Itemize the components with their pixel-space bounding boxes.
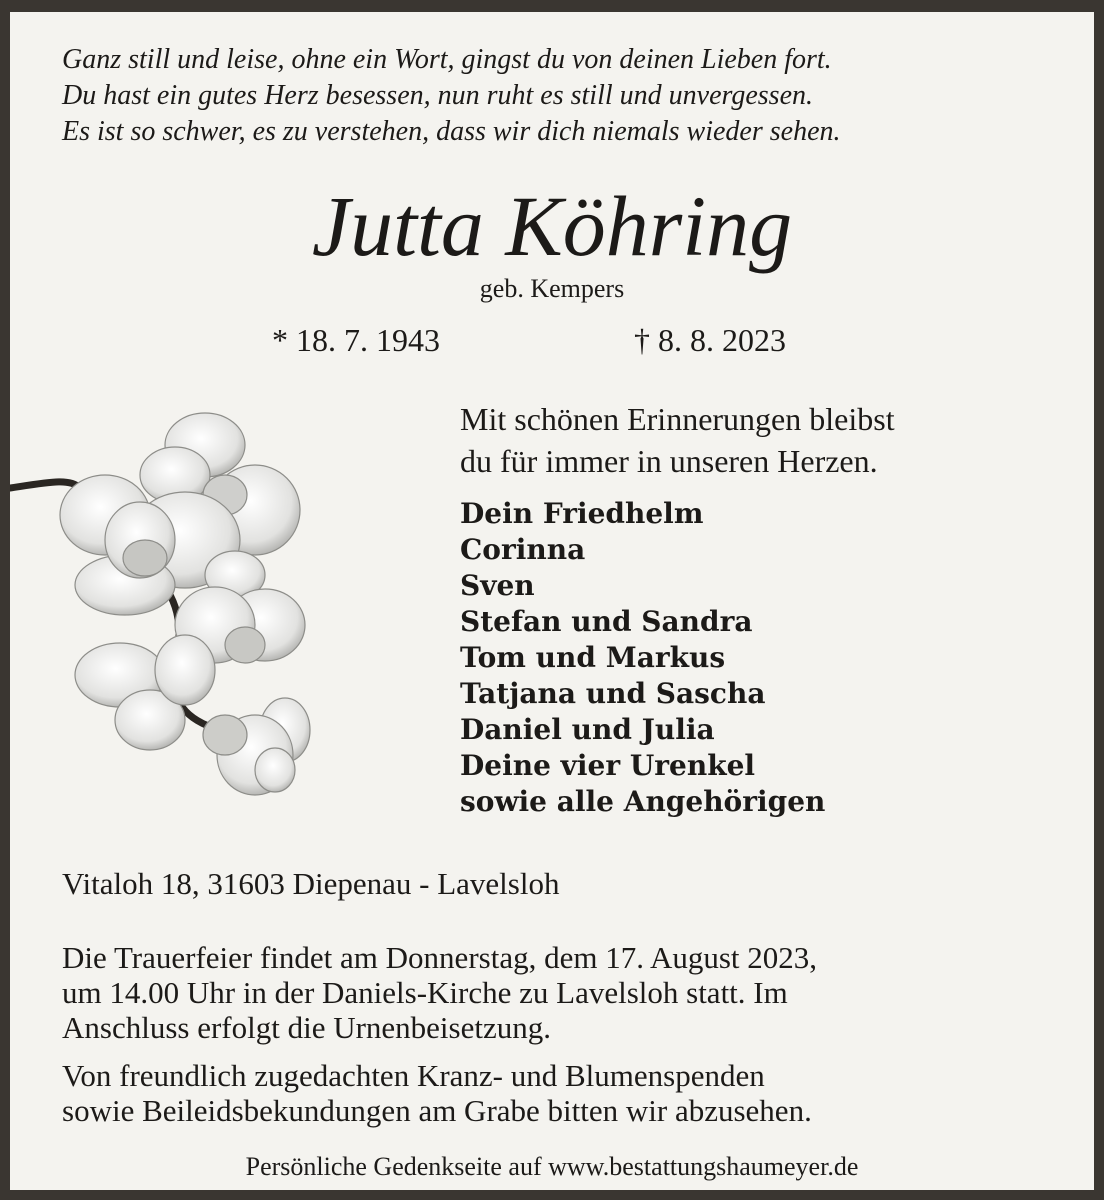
website-link[interactable]: Persönliche Gedenkseite auf www.bestattungshaumeyer.de — [245, 1152, 859, 1181]
list-item: Dein Friedhelm — [460, 497, 704, 530]
maiden-name: geb. Kempers — [479, 274, 625, 303]
birth-date: * 18. 7. 1943 — [272, 322, 440, 358]
donations-text — [62, 1058, 812, 1128]
donations-line-2: sowie Beileidsbekundungen am Grabe bitten wir abzusehen. — [62, 1093, 812, 1128]
list-item: Deine vier Urenkel — [460, 749, 756, 782]
ceremony-line-2: um 14.00 Uhr in der Daniels-Kirche zu Lavelsloh statt. Im — [62, 975, 788, 1010]
ceremony-line-1: Die Trauerfeier findet am Donnerstag, dem 17. August 2023, — [62, 940, 818, 975]
poem-line-3: Es ist so schwer, es zu verstehen, dass wir dich niemals wieder sehen. — [62, 116, 841, 147]
memory-text — [460, 398, 895, 482]
list-item: Corinna — [460, 533, 586, 566]
list-item: Tom und Markus — [460, 641, 726, 674]
death-date: † 8. 8. 2023 — [634, 322, 786, 358]
address: Vitaloh 18, 31603 Diepenau - Lavelsloh — [62, 866, 560, 901]
donations-line-1: Von freundlich zugedachten Kranz- und Blumenspenden — [62, 1058, 765, 1093]
memory-line-1: Mit schönen Erinnerungen bleibst — [460, 401, 895, 437]
list-item: Sven — [460, 569, 535, 602]
list-item: Stefan und Sandra — [460, 605, 753, 638]
poem-line-1: Ganz still und leise, ohne ein Wort, gingst du von deinen Lieben fort. — [62, 44, 832, 75]
memory-line-2: du für immer in unseren Herzen. — [460, 443, 878, 479]
ceremony-text — [62, 940, 817, 1045]
poem — [62, 42, 841, 150]
list-item: Tatjana und Sascha — [460, 677, 766, 710]
list-item: sowie alle Angehörigen — [460, 785, 826, 818]
family-list — [460, 496, 825, 820]
orchid-icon — [10, 400, 330, 810]
ceremony-line-3: Anschluss erfolgt die Urnenbeisetzung. — [62, 1010, 551, 1045]
deceased-name: Jutta Köhring — [311, 178, 793, 274]
list-item: Daniel und Julia — [460, 713, 715, 746]
poem-line-2: Du hast ein gutes Herz besessen, nun ruht es still und unvergessen. — [62, 80, 813, 111]
